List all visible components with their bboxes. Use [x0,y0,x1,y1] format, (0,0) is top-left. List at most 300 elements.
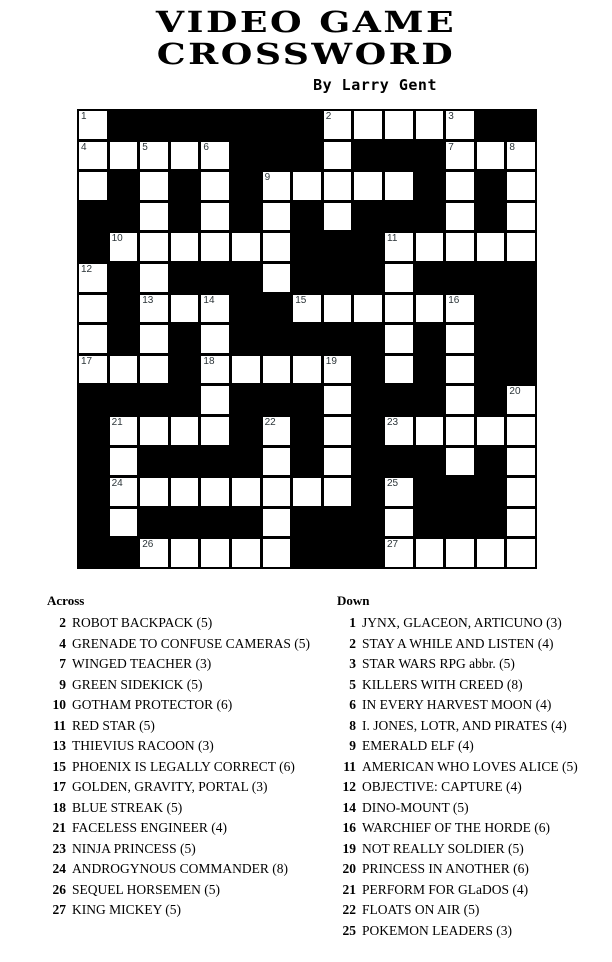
grid-cell-black [416,203,444,231]
grid-cell-white[interactable] [263,478,291,506]
grid-cell-white[interactable] [385,509,413,537]
clue-number: 3 [349,656,356,671]
grid-cell-white[interactable] [110,356,138,384]
down-clues-section [330,592,612,941]
clue-item [40,613,328,634]
clue-number: 21 [52,820,66,835]
grid-cell-white[interactable] [507,417,535,445]
grid-cell-black [140,448,168,476]
grid-cell-white[interactable] [263,172,291,200]
cell-number: 4 [81,141,87,153]
grid-cell-white[interactable] [507,448,535,476]
clue-text: GRENADE TO CONFUSE CAMERAS (5) [72,635,311,651]
cell-number: 1 [81,111,87,122]
clue-item [40,900,328,921]
grid-cell-black [171,356,199,384]
grid-cell-white[interactable] [354,295,382,323]
grid-cell-white[interactable] [446,417,474,445]
grid-cell-white[interactable] [263,203,291,231]
clue-text: NOT REALLY SOLDIER (5) [362,840,524,856]
cell-number: 27 [387,539,399,551]
clue-number: 8 [349,717,356,733]
clue-text: FACELESS ENGINEER (4) [72,820,227,835]
grid-cell-black [232,172,260,200]
cell-number: 10 [111,233,123,245]
grid-cell-white[interactable] [477,539,505,567]
grid-cell-white[interactable] [79,111,107,139]
clue-number: 11 [53,717,66,733]
grid-cell-white[interactable] [446,142,474,170]
clue-text: AMERICAN WHO LOVES ALICE (5) [362,758,578,774]
grid-cell-black [110,111,138,139]
crossword-grid [77,109,537,569]
grid-cell-black [110,172,138,200]
clue-text: STAR WARS RPG abbr. (5) [362,656,515,671]
grid-cell-white[interactable] [416,233,444,261]
cell-number: 3 [448,111,454,122]
grid-cell-white[interactable] [140,295,168,323]
grid-cell-white[interactable] [385,478,413,506]
grid-cell-white[interactable] [507,386,535,414]
grid-cell-white[interactable] [110,478,138,506]
grid-cell-black [293,233,321,261]
cell-number: 14 [203,294,215,306]
grid-cell-white[interactable] [385,111,413,139]
clue-item [330,798,612,819]
clue-number: 24 [52,861,66,876]
grid-cell-white[interactable] [263,448,291,476]
clue-text: NINJA PRINCESS (5) [72,840,196,856]
grid-cell-white[interactable] [201,325,229,353]
grid-cell-white[interactable] [201,203,229,231]
grid-cell-white[interactable] [232,539,260,567]
grid-cell-white[interactable] [140,233,168,261]
grid-cell-white[interactable] [79,172,107,200]
grid-cell-white[interactable] [232,356,260,384]
grid-cell-white[interactable] [201,233,229,261]
cell-number: 22 [264,417,276,428]
grid-cell-black [385,142,413,170]
grid-cell-white[interactable] [140,142,168,170]
grid-cell-white[interactable] [385,233,413,261]
grid-cell-black [446,509,474,537]
grid-cell-white[interactable] [324,478,352,506]
grid-cell-black [293,142,321,170]
grid-cell-black [385,203,413,231]
clue-item [40,654,328,675]
grid-cell-white[interactable] [110,417,138,445]
clue-item [330,880,612,901]
cell-number: 21 [111,417,123,428]
grid-cell-white[interactable] [446,172,474,200]
clue-item [330,921,612,942]
grid-cell-white[interactable] [446,295,474,323]
clue-item [330,634,612,655]
grid-cell-white[interactable] [293,478,321,506]
grid-cell-black [446,264,474,292]
clue-text: FLOATS ON AIR (5) [362,902,480,917]
grid-cell-white[interactable] [232,233,260,261]
grid-cell-black [79,417,107,445]
grid-cell-black [293,448,321,476]
grid-cell-white[interactable] [263,417,291,445]
grid-cell-black [293,325,321,353]
grid-cell-black [232,203,260,231]
grid-cell-black [79,203,107,231]
clue-text: ROBOT BACKPACK (5) [72,615,213,630]
clue-text: PHOENIX IS LEGALLY CORRECT (6) [72,758,295,774]
clue-text: GOTHAM PROTECTOR (6) [72,697,233,712]
grid-cell-white[interactable] [171,142,199,170]
clue-item [330,695,612,716]
grid-cell-black [477,111,505,139]
grid-cell-black [416,264,444,292]
grid-cell-black [201,264,229,292]
grid-cell-white[interactable] [507,142,535,170]
cell-number: 6 [203,141,209,153]
cell-number: 19 [325,355,337,367]
grid-cell-black [477,203,505,231]
grid-cell-black [354,142,382,170]
clue-number: 11 [343,758,356,774]
grid-cell-black [416,386,444,414]
down-header: Down [337,593,370,608]
clue-text: GREEN SIDEKICK (5) [72,676,203,692]
grid-cell-black [140,386,168,414]
clue-item [330,777,612,798]
grid-cell-black [171,264,199,292]
grid-cell-white[interactable] [79,356,107,384]
grid-cell-white[interactable] [446,203,474,231]
grid-cell-black [477,295,505,323]
grid-cell-white[interactable] [477,417,505,445]
grid-cell-black [416,478,444,506]
clue-item [40,839,328,860]
grid-cell-white[interactable] [446,111,474,139]
grid-cell-white[interactable] [201,172,229,200]
clue-text: KING MICKEY (5) [72,902,181,917]
clue-text: THIEVIUS RACOON (3) [72,738,214,753]
grid-cell-black [477,172,505,200]
grid-cell-white[interactable] [354,111,382,139]
grid-cell-white[interactable] [171,417,199,445]
clue-text: ANDROGYNOUS COMMANDER (8) [72,861,289,876]
grid-cell-black [201,111,229,139]
grid-cell-black [354,203,382,231]
grid-cell-black [263,386,291,414]
grid-cell-white[interactable] [263,264,291,292]
grid-cell-white[interactable] [446,356,474,384]
grid-cell-black [507,356,535,384]
grid-cell-white[interactable] [263,356,291,384]
grid-cell-white[interactable] [507,172,535,200]
grid-cell-black [263,142,291,170]
grid-cell-white[interactable] [201,386,229,414]
grid-cell-white[interactable] [79,264,107,292]
clue-number: 14 [342,799,356,815]
grid-cell-white[interactable] [171,539,199,567]
clue-item [330,757,612,778]
grid-cell-white[interactable] [324,203,352,231]
grid-cell-white[interactable] [507,509,535,537]
down-clue-list [330,613,612,941]
grid-cell-black [79,233,107,261]
grid-cell-white[interactable] [446,539,474,567]
grid-cell-black [507,111,535,139]
clue-text: STAY A WHILE AND LISTEN (4) [362,635,554,651]
grid-cell-white[interactable] [201,295,229,323]
grid-cell-black [140,111,168,139]
grid-cell-black [354,356,382,384]
grid-cell-black [293,111,321,139]
clue-number: 15 [52,758,66,774]
clue-item [40,798,328,819]
grid-cell-white[interactable] [110,509,138,537]
clue-text: IN EVERY HARVEST MOON (4) [362,697,552,712]
grid-cell-white[interactable] [477,233,505,261]
grid-cell-black [171,386,199,414]
grid-cell-black [354,509,382,537]
grid-cell-black [110,203,138,231]
grid-cell-white[interactable] [110,448,138,476]
grid-cell-black [263,111,291,139]
grid-cell-black [385,386,413,414]
grid-cell-black [446,478,474,506]
grid-cell-black [232,386,260,414]
grid-cell-black [110,264,138,292]
clue-item [40,880,328,901]
cell-number: 11 [387,233,398,245]
grid-cell-white[interactable] [446,386,474,414]
grid-cell-black [171,325,199,353]
grid-cell-white[interactable] [416,111,444,139]
grid-cell-black [416,356,444,384]
clue-text: BLUE STREAK (5) [72,799,183,815]
grid-cell-black [293,203,321,231]
grid-cell-white[interactable] [385,539,413,567]
grid-cell-white[interactable] [171,478,199,506]
grid-cell-black [293,509,321,537]
grid-cell-white[interactable] [140,539,168,567]
grid-cell-white[interactable] [416,539,444,567]
grid-cell-white[interactable] [507,539,535,567]
grid-cell-black [140,509,168,537]
clue-number: 13 [52,738,66,753]
clue-number: 10 [52,697,66,712]
grid-cell-white[interactable] [324,142,352,170]
grid-cell-white[interactable] [140,172,168,200]
grid-cell-white[interactable] [293,172,321,200]
grid-cell-white[interactable] [201,417,229,445]
cell-number: 16 [448,294,460,306]
grid-cell-white[interactable] [354,172,382,200]
grid-cell-white[interactable] [507,203,535,231]
grid-cell-black [477,478,505,506]
grid-cell-white[interactable] [140,325,168,353]
grid-cell-black [507,264,535,292]
grid-cell-black [477,509,505,537]
clue-text: PERFORM FOR GLaDOS (4) [362,881,529,897]
grid-cell-black [232,142,260,170]
grid-cell-black [354,417,382,445]
clue-text: GOLDEN, GRAVITY, PORTAL (3) [72,779,268,794]
clue-number: 16 [342,820,356,835]
grid-cell-white[interactable] [477,142,505,170]
title-line-1: VIDEO GAME [155,5,457,39]
grid-cell-black [171,203,199,231]
grid-cell-black [232,417,260,445]
grid-cell-black [354,233,382,261]
grid-cell-black [354,264,382,292]
grid-cell-black [171,509,199,537]
grid-cell-white[interactable] [201,478,229,506]
grid-cell-black [477,356,505,384]
grid-cell-black [416,142,444,170]
clue-number: 23 [52,840,66,856]
grid-cell-white[interactable] [293,295,321,323]
clue-number: 2 [59,615,66,630]
grid-cell-white[interactable] [79,295,107,323]
grid-cell-white[interactable] [201,539,229,567]
grid-cell-white[interactable] [416,417,444,445]
grid-cell-black [232,111,260,139]
grid-cell-white[interactable] [263,233,291,261]
grid-cell-white[interactable] [385,325,413,353]
grid-cell-white[interactable] [446,448,474,476]
clue-number: 5 [349,676,356,692]
clue-item [330,818,612,839]
grid-cell-white[interactable] [110,142,138,170]
grid-cell-white[interactable] [232,478,260,506]
grid-cell-black [79,478,107,506]
grid-cell-black [324,233,352,261]
grid-cell-black [263,325,291,353]
grid-cell-black [110,295,138,323]
cell-number: 20 [509,386,521,398]
grid-cell-white[interactable] [293,356,321,384]
grid-cell-black [416,509,444,537]
clue-item [330,859,612,880]
grid-cell-white[interactable] [140,264,168,292]
grid-cell-white[interactable] [140,356,168,384]
grid-cell-black [201,509,229,537]
grid-cell-white[interactable] [507,478,535,506]
grid-cell-black [416,172,444,200]
grid-cell-white[interactable] [324,448,352,476]
grid-cell-black [293,264,321,292]
clue-number: 6 [349,697,356,712]
grid-cell-white[interactable] [446,325,474,353]
across-clues-section [40,592,328,921]
clue-text: DINO-MOUNT (5) [362,799,469,815]
clue-text: KILLERS WITH CREED (8) [362,676,523,692]
grid-cell-white[interactable] [324,386,352,414]
grid-cell-black [171,111,199,139]
grid-cell-black [79,509,107,537]
page-title [0,6,612,70]
grid-cell-black [263,295,291,323]
grid-cell-white[interactable] [79,325,107,353]
grid-cell-black [232,325,260,353]
clue-item [330,675,612,696]
clue-item [40,818,328,839]
grid-cell-white[interactable] [385,417,413,445]
grid-cell-black [354,386,382,414]
grid-cell-black [79,386,107,414]
clue-item [40,757,328,778]
cell-number: 9 [264,172,271,184]
clue-item [330,654,612,675]
grid-cell-white[interactable] [324,111,352,139]
grid-cell-black [354,448,382,476]
grid-cell-white[interactable] [324,172,352,200]
grid-cell-white[interactable] [385,264,413,292]
grid-cell-white[interactable] [324,356,352,384]
clue-text: WARCHIEF OF THE HORDE (6) [362,820,550,835]
cell-number: 5 [142,141,148,153]
across-clue-list [40,613,328,921]
grid-cell-black [354,478,382,506]
clue-text: OBJECTIVE: CAPTURE (4) [362,779,522,794]
grid-cell-white[interactable] [140,417,168,445]
grid-cell-white[interactable] [201,356,229,384]
clue-text: SEQUEL HORSEMEN (5) [72,881,220,897]
grid-cell-white[interactable] [263,539,291,567]
clue-item [330,613,612,634]
grid-cell-black [232,264,260,292]
cell-number: 25 [387,478,399,490]
cell-number: 17 [81,355,93,367]
clue-number: 21 [342,881,356,897]
clue-text: JYNX, GLACEON, ARTICUNO (3) [362,615,562,630]
grid-cell-white[interactable] [385,295,413,323]
clue-item [40,736,328,757]
grid-cell-white[interactable] [140,203,168,231]
clue-text: EMERALD ELF (4) [362,738,474,753]
grid-cell-white[interactable] [140,478,168,506]
grid-cell-black [110,539,138,567]
cell-number: 18 [203,355,215,367]
grid-cell-black [477,325,505,353]
clue-item [40,859,328,880]
grid-cell-white[interactable] [507,233,535,261]
grid-cell-white[interactable] [110,233,138,261]
grid-cell-white[interactable] [324,295,352,323]
cell-number: 2 [325,111,332,122]
clue-number: 12 [342,779,356,794]
grid-cell-white[interactable] [201,142,229,170]
grid-cell-white[interactable] [79,142,107,170]
grid-cell-white[interactable] [385,356,413,384]
grid-cell-white[interactable] [171,295,199,323]
grid-cell-black [232,295,260,323]
clue-number: 25 [342,922,356,938]
byline: By Larry Gent [313,76,437,94]
clue-number: 20 [342,861,356,876]
clue-text: POKEMON LEADERS (3) [362,922,512,938]
grid-cell-white[interactable] [324,417,352,445]
grid-cell-white[interactable] [385,172,413,200]
grid-cell-white[interactable] [446,233,474,261]
grid-cell-black [416,325,444,353]
grid-cell-black [110,325,138,353]
clue-item [40,695,328,716]
grid-cell-black [477,264,505,292]
grid-cell-white[interactable] [263,509,291,537]
clue-number: 19 [342,840,356,856]
grid-cell-white[interactable] [171,233,199,261]
grid-cell-white[interactable] [416,295,444,323]
